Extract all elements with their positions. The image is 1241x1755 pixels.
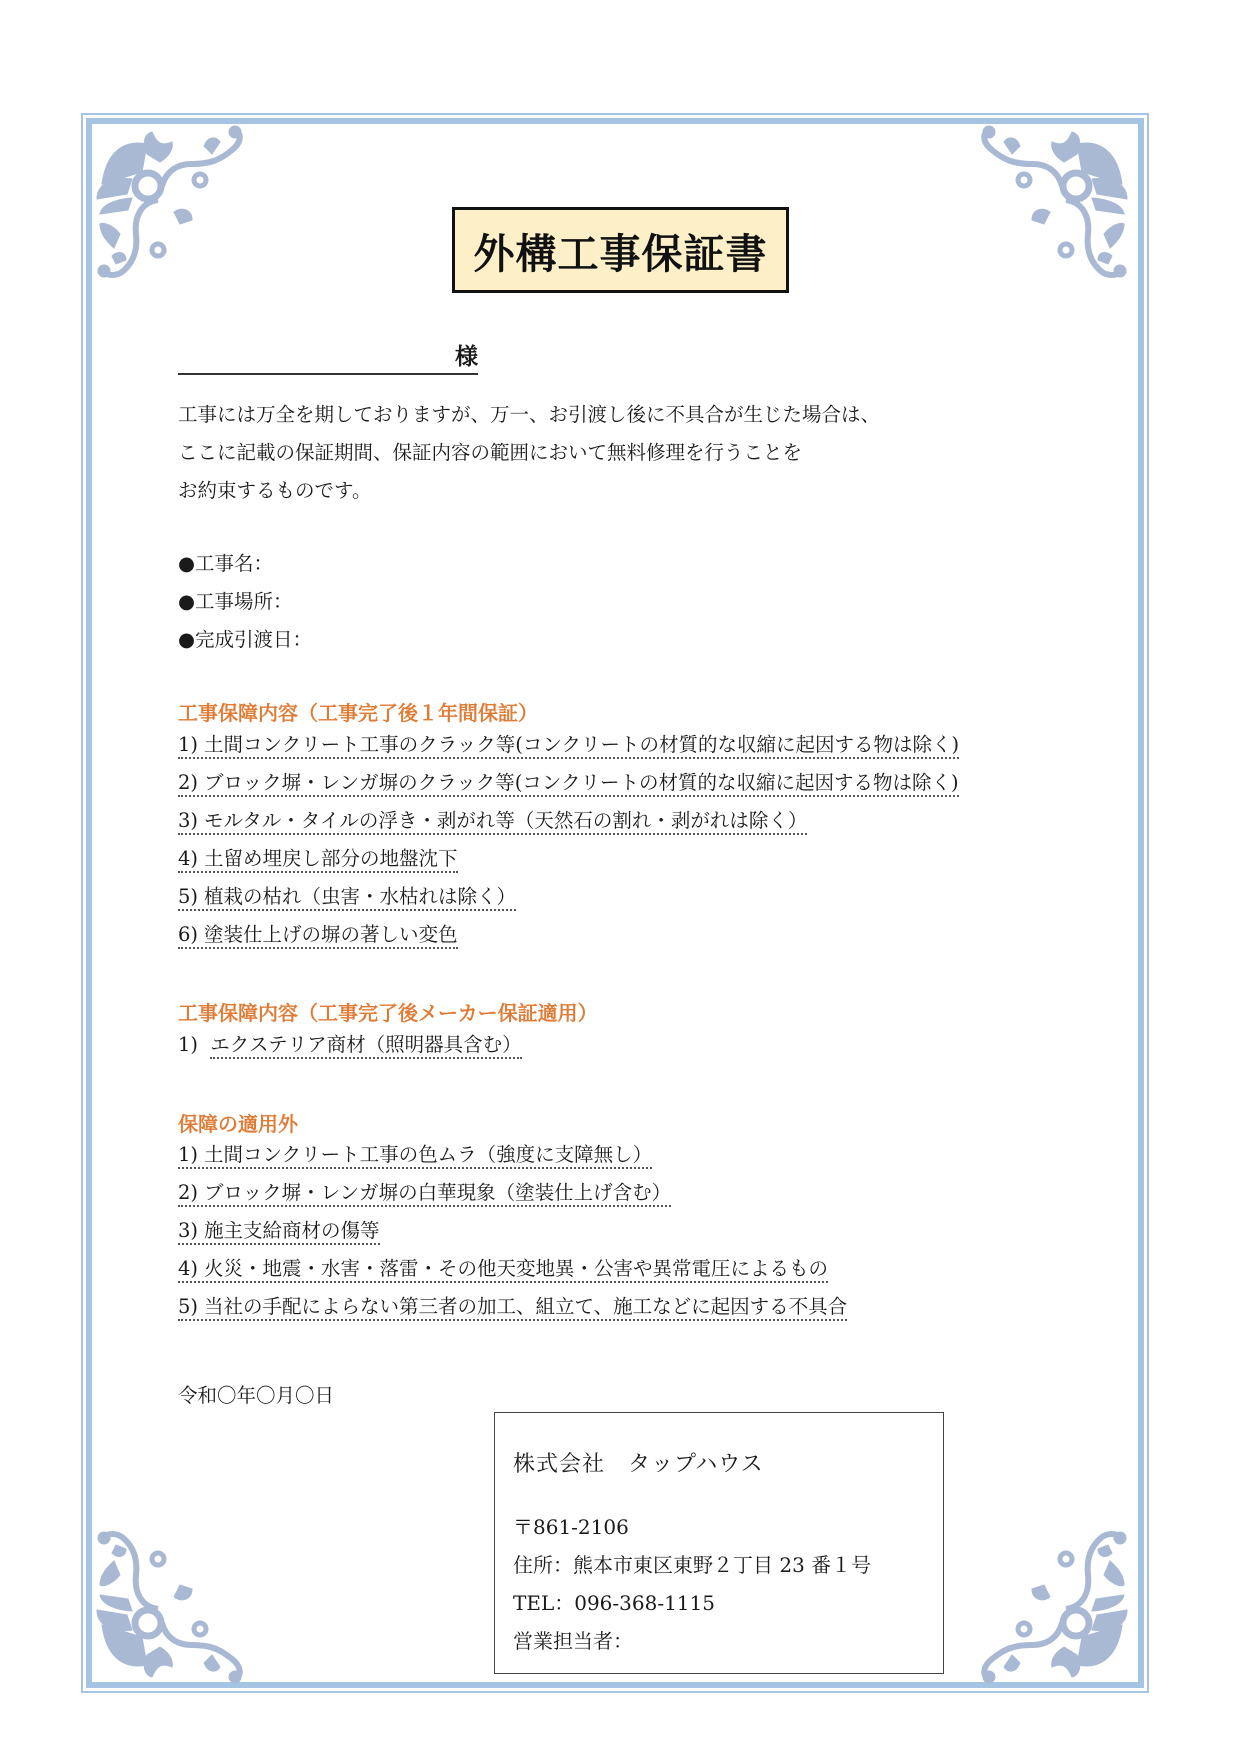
floral-ornament-icon — [92, 124, 262, 294]
project-fields — [178, 545, 312, 659]
section-heading-maker-warranty: 工事保障内容（工事完了後メーカー保証適用） — [178, 1001, 598, 1025]
sales-representative: 営業担当者： — [513, 1629, 633, 1653]
section-list-maker-warranty — [178, 1027, 522, 1065]
company-postal-code: 〒861-2106 — [513, 1515, 629, 1539]
floral-ornament-icon — [962, 124, 1132, 294]
list-item: 3) 施主支給商材の傷等 — [178, 1213, 847, 1251]
section-heading-exclusions: 保障の適用外 — [178, 1112, 298, 1136]
list-item: 2) ブロック塀・レンガ塀の白華現象（塗装仕上げ含む） — [178, 1175, 847, 1213]
list-item: 6) 塗装仕上げの塀の著しい変色 — [178, 917, 959, 955]
intro-paragraph — [178, 396, 880, 510]
company-tel: TEL：096-368-1115 — [513, 1591, 715, 1615]
floral-ornament-icon — [962, 1515, 1132, 1685]
section-list-exclusions — [178, 1137, 847, 1327]
field-handover-date: ●完成引渡日： — [178, 628, 313, 651]
field-project-name: ●工事名： — [178, 552, 274, 575]
list-item: 4) 土留め埋戻し部分の地盤沈下 — [178, 841, 959, 879]
recipient-line — [178, 343, 478, 375]
list-item: 4) 火災・地震・水害・落雷・その他天変地異・公害や異常電圧によるもの — [178, 1251, 847, 1289]
list-item: 2) ブロック塀・レンガ塀のクラック等(コンクリートの材質的な収縮に起因する物は除く) — [178, 765, 959, 803]
list-item: 5) 当社の手配によらない第三者の加工、組立て、施工などに起因する不具合 — [178, 1289, 847, 1327]
field-project-location: ●工事場所： — [178, 590, 293, 613]
company-info-box — [494, 1412, 944, 1674]
section-heading-1year: 工事保障内容（工事完了後１年間保証） — [178, 701, 538, 725]
issue-date: 令和〇年〇月〇日 — [178, 1384, 335, 1407]
list-item: 3) モルタル・タイルの浮き・剥がれ等（天然石の割れ・剥がれは除く） — [178, 803, 959, 841]
list-item: 1) 土間コンクリート工事のクラック等(コンクリートの材質的な収縮に起因する物は除く) — [178, 727, 959, 765]
intro-line: ここに記載の保証期間、保証内容の範囲において無料修理を行うことを — [178, 441, 803, 464]
floral-ornament-icon — [92, 1515, 262, 1685]
list-item: 5) 植栽の枯れ（虫害・水枯れは除く） — [178, 879, 959, 917]
recipient-suffix: 様 — [455, 344, 478, 370]
company-address: 住所：熊本市東区東野２丁目 23 番１号 — [513, 1553, 872, 1577]
document-title: 外構工事保証書 — [473, 229, 768, 278]
document-title-box — [452, 207, 789, 293]
intro-line: 工事には万全を期しておりますが、万一、お引渡し後に不具合が生じた場合は、 — [178, 403, 881, 426]
section-list-1year — [178, 727, 959, 955]
list-item: 1) 土間コンクリート工事の色ムラ（強度に支障無し） — [178, 1137, 847, 1175]
intro-line: お約束するものです。 — [178, 479, 372, 502]
list-item: 1) エクステリア商材（照明器具含む） — [178, 1027, 522, 1065]
company-name: 株式会社 タップハウス — [513, 1452, 764, 1477]
